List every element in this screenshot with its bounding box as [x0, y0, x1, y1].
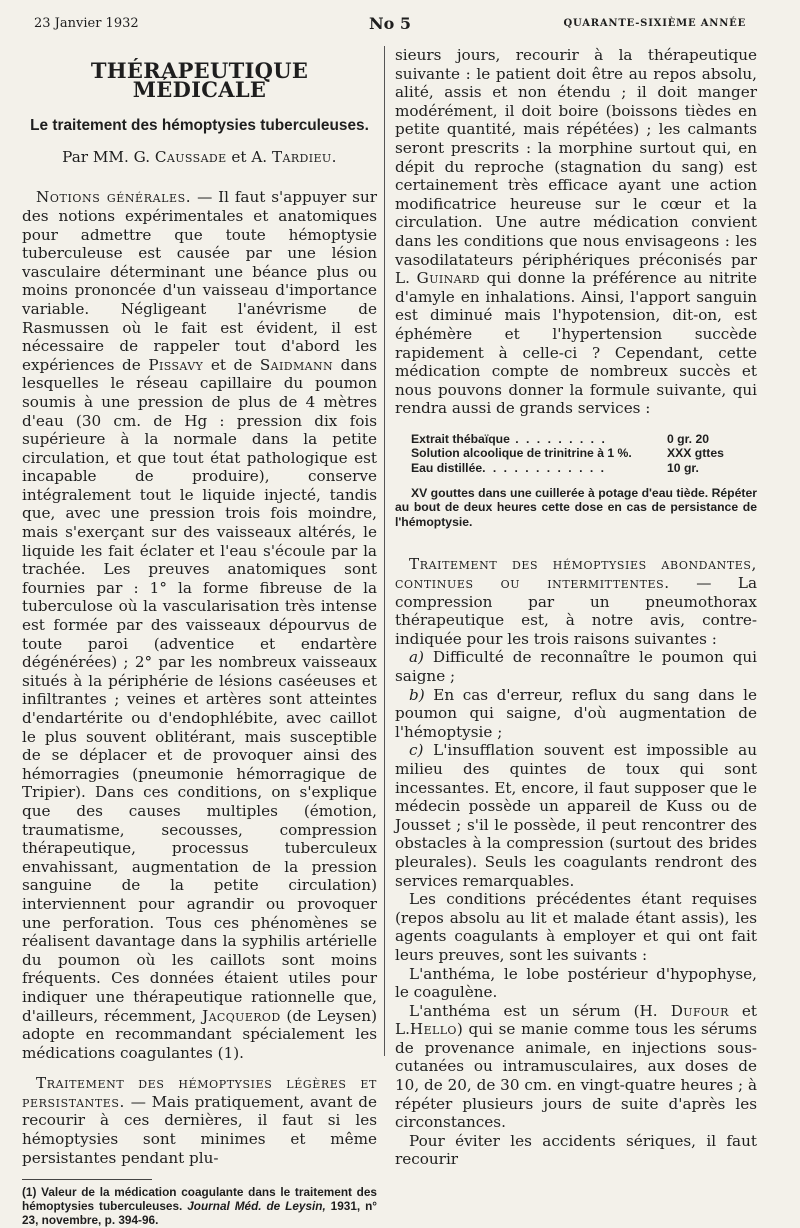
list-item [395, 741, 757, 890]
volume-year: QUARANTE-SIXIÈME ANNÉE [563, 18, 746, 29]
formula-row [411, 446, 757, 461]
text-segment: et L. [395, 1001, 757, 1039]
list-text: L'insufflation souvent est impossible au milieu des quintes de toux qui sont incessantes. Et, encore, il faut supposer que le médecin possède un appareil de Kuss ou de Jousset ; s'il le possède, il peut rencontrer des obstacles à la compression (surtout des brides pleurales). Seuls les coagulants rendront des services remarquables. [395, 741, 757, 890]
paragraph-conditions: Les conditions précédentes étant requises (repos absolu au lit et malade étant assis), les agents coagulants à employer et qui ont fait leurs preuves, sont les suivants : [395, 890, 757, 964]
authors-prefix: Par MM. G. [62, 147, 151, 166]
heading-notions-generales: Notions générales. [36, 188, 192, 207]
paragraph-accidents-seriques: Pour éviter les accidents sériques, il faut recourir [395, 1131, 757, 1169]
formula-dose: 0 gr. 20 [667, 431, 710, 446]
formula-dose: 10 gr. [667, 461, 699, 476]
paragraph-notions-generales [22, 188, 377, 1062]
formula-ingredient: Eau distillée [411, 461, 483, 476]
text-segment: sieurs jours, recourir à la thérapeutique suivante : le patient doit être au repos absolu, alité, assis et non étendu ; il doit manger modérément, il doit boire (boissons tièdes en petite quantité, mais répétées) ; les calmants seront prescrits : la morphine surtout qui, en dépit du reproche (stagnation du sang) est certainement très efficace ayant une action modificatrice heureuse sur le cœur et la circulation. Une autre médication convient dans les conditions que nous envisageons : les vasodilatateurs périphériques préconisés par L. [395, 46, 757, 288]
paragraph-hemoptysies-abondantes [395, 555, 757, 648]
text-segment: dans lesquelles le réseau capillaire du poumon soumis à une pression de plus de 4 mètres d'eau (30 cm. de Hg : pression dix fois supérieure à la normale dans la petite circulation, et que tout état pathologique est incapable de produire), conserve intégralement tout le liquide injecté, tandis que, avec une pression trois fois moindre, mais s'exerçant sur des vaisseaux altérés, le liquide les fait éclater et l'eau s'écoule par la trachée. Les preuves anatomiques sont fournies par : 1° la forme fibreuse de la tuberculose où la vascularisation très intense est formée par des vaisseaux dépourvus de toute paroi (adventice et endartère dégénérées) ; 2° par les nombreux vaisseaux situés à la périphérie de lésions caséeuses et infiltrantes ; veines et artères sont atteintes d'endartérite ou d'endophlébite, avec caillot le plus souvent oblitérant, mais susceptible de se déplacer et de provoquer ainsi des hémorragies (pneumonie hémorragique de Tripier). Dans ces conditions, on s'explique que des causes multiples (émotion, traumatisme, secousses, compression thérapeutique, processus tuberculeux envahissant, augmentation de la pression sanguine de la petite circulation) interviennent pour agrandir ou provoquer une perforation. Tous ces phénomènes se réalisent davantage dans la syphilis artérielle du poumon où les caillots sont moins fréquents. Ces données étaient utiles pour indiquer une thérapeutique rationnelle que, d'ailleurs, récemment, [22, 355, 377, 1025]
formula-instructions: XV gouttes dans une cuillerée à potage d'eau tiède. Répéter au bout de deux heures cette dose en cas de persistance de l'hémoptysie. [395, 485, 757, 529]
footnote-journal: Journal Méd. de Leysin, [187, 1199, 326, 1214]
formula-leader: . . . . . . . . . . . . [482, 461, 607, 476]
section-title: THÉRAPEUTIQUE MÉDICALE [90, 58, 309, 102]
text-segment: et de [203, 355, 260, 374]
paragraph-agents: L'anthéma, le lobe postérieur d'hypophyse, le coagulène. [395, 964, 757, 1002]
author-tardieu: Tardieu. [271, 147, 337, 166]
text-segment: — Mais pratiquement, avant de recourir à ces dernières, il faut si les hémoptysies sont minimes et même persistantes pendant plu- [22, 1092, 377, 1167]
footnote-text: (1) Valeur de la médication coagulante dans le traitement des hémoptysies tuberculeuses. [22, 1185, 377, 1214]
name-pissavy: Pissavy [148, 355, 204, 374]
text-segment: — La compression par un pneumothorax thérapeutique est, à notre avis, contre-indiquée pour les trois raisons suivantes : [395, 574, 758, 648]
footnote-citation: 1931, n° 23, novembre, p. 394-96. [22, 1199, 378, 1227]
issue-number: No 5 [369, 14, 411, 33]
name-dufour: Dufour [670, 1001, 729, 1020]
list-text: Difficulté de reconnaître le poumon qui saigne ; [395, 648, 757, 685]
formula-leader: . . . . . . . . . [509, 431, 607, 446]
formula-ingredient: Extrait thébaïque [411, 431, 510, 446]
list-text: En cas d'erreur, reflux du sang dans le poumon qui saigne, d'où augmentation de l'hémoptysie ; [395, 685, 757, 741]
text-segment: qui donne la préférence au nitrite d'amyle en inhalations. Ainsi, l'apport sanguin est diminué mais l'hypotension, dit-on, est éphémère et l'hypertension succède rapidement à celle-ci ? Cependant, cette médication compte de nombreux succès et nous pouvons donner la formule suivante, qui rendra aussi de grands services : [395, 269, 757, 418]
list-item [395, 648, 757, 685]
article-title: Le traitement des hémoptysies tuberculeuses. [30, 117, 369, 135]
article-authors [22, 148, 377, 167]
name-hello: Hello [409, 1020, 457, 1039]
paragraph-therapeutique [395, 46, 757, 418]
list-marker: a) [409, 648, 424, 667]
reasons-list [395, 648, 757, 890]
prescription-formula [411, 432, 757, 476]
footnote-rule [22, 1179, 152, 1180]
name-saidmann: Saidmann [259, 355, 334, 374]
authors-mid: et A. [231, 147, 268, 166]
paragraph-hemoptysies-legeres [22, 1074, 377, 1167]
formula-ingredient: Solution alcoolique de trinitrine à 1 %. [411, 446, 632, 461]
heading-hemoptysies-legeres: Traitement des hémoptysies légères et persistantes. [22, 1074, 377, 1111]
formula-dose: XXX gttes [667, 446, 724, 461]
page-header [34, 16, 746, 42]
text-segment: — Il faut s'appuyer sur des notions expérimentales et anatomiques pour admettre que toute hémoptysie tuberculeuse est causée par une lésion vasculaire déterminant une béance plus ou moins prononcée d'un vaisseau d'importance variable. Négligeant l'anévrisme de Rasmussen où le fait est évident, il est nécessaire de rappeler tout d'abord les expériences de [22, 188, 377, 374]
issue-date: 23 Janvier 1932 [34, 16, 139, 31]
heading-hemoptysies-abondantes: Traitement des hémoptysies abondantes, continues ou intermittentes. [395, 555, 757, 593]
paragraph-anthema [395, 1002, 757, 1132]
text-segment: ) qui se manie comme tous les sérums de provenance animale, en injections sous-cutanées ou intramusculaires, aux doses de 10, de 20, de 30 cm. en vingt-quatre heures ; à répéter plusieurs jours de suite d'après les circonstances. [395, 1020, 757, 1132]
column-divider [384, 46, 385, 1056]
list-marker: c) [409, 741, 424, 760]
author-caussade: Caussade [154, 147, 227, 166]
list-item [395, 686, 757, 742]
formula-row [411, 461, 757, 476]
text-segment: L'anthéma est un sérum (H. [409, 1001, 671, 1020]
right-column [395, 46, 757, 1169]
formula-row [411, 432, 757, 447]
text-segment: (de Leysen) adopte en recommandant spécialement les médications coagulantes (1). [22, 1006, 378, 1062]
list-marker: b) [409, 685, 425, 704]
name-guinard: Guinard [416, 269, 480, 288]
footnote [22, 1186, 377, 1227]
name-jacquerod: Jacquerod [202, 1006, 281, 1025]
left-column [22, 46, 377, 1228]
